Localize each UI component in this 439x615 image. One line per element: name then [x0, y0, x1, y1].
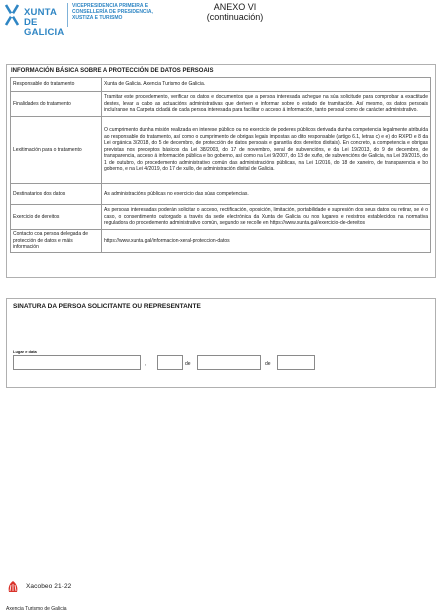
day-field[interactable]: [157, 355, 183, 370]
signature-title: SINATURA DA PERSOA SOLICITANTE OU REPRESENTANTE: [13, 303, 201, 310]
dept-line-2: CONSELLERÍA DE PRESIDENCIA,: [72, 9, 153, 15]
logo-line-2: DE GALICIA: [24, 17, 65, 38]
annex-heading: [180, 2, 290, 22]
table-row: [11, 78, 431, 92]
de-separator-2: de: [265, 361, 271, 367]
table-row: [11, 230, 431, 253]
xacobeo-shell-icon: [6, 580, 20, 594]
header-divider: [67, 3, 68, 27]
data-protection-title: INFORMACIÓN BÁSICA SOBRE A PROTECCIÓN DE DATOS PERSOAIS: [11, 68, 214, 74]
row-label: Exercicio de dereitos: [11, 205, 102, 230]
row-value: O cumprimento dunha misión realizada en interese público ou no exercicio de poderes públicos derivada dunha competencia legalmente atribuída ao responsable do tratamento, así como o cumprimento de obrigas legais impostas ao dito responsable (artigo 6.1, letras c) e e) do RXPD e 8 da Lei orgánica 3/2018, do 5 de decembro, de protección de datos persoais e garantía dos dereitos dixitais). En concreto, a competencia e obrigas previstas nos preceptos básicos da Lei 38/2003, do 17 de novembro, xeral de subvencións, e da Lei 19/2013, do 9 de decembro, de transparencia, acceso á información pública e bo goberno, así como na Lei 9/2007, do 13 de xuño, de subvencións de Galicia, na Lei 39/2015, do 1 de outubro, do procedemento administrativo común das administracións públicas, na Lei 1/2016, do 18 de xaneiro, de transparencia e bo goberno, e na Lei 4/2019, do 17 de xullo, de administración dixital de Galicia.: [102, 117, 431, 184]
row-label: Responsable do tratamento: [11, 78, 102, 92]
month-field[interactable]: [197, 355, 261, 370]
row-value-link[interactable]: https://www.xunta.gal/informacion-xeral-proteccion-datos: [102, 230, 431, 253]
place-field[interactable]: [13, 355, 141, 370]
logo-line-1: XUNTA: [24, 7, 58, 18]
row-label: Lexitimación para o tratamento: [11, 117, 102, 184]
dept-line-3: XUSTIZA E TURISMO: [72, 15, 123, 21]
signature-section: [6, 298, 436, 388]
annex-subtitle: (continuación): [206, 12, 264, 22]
row-label: Destinatarios dos datos: [11, 184, 102, 205]
table-row: [11, 92, 431, 117]
xunta-emblem-icon: [4, 3, 20, 27]
annex-title: ANEXO VI: [213, 2, 257, 12]
page-header: [0, 0, 439, 46]
department-name: [72, 3, 153, 21]
table-row: [11, 184, 431, 205]
year-field[interactable]: [277, 355, 315, 370]
table-row: [11, 205, 431, 230]
row-value: Xunta de Galicia. Axencia Turismo de Galicia.: [102, 78, 431, 92]
data-protection-table: [10, 77, 431, 253]
place-date-label: Lugar e data: [13, 349, 37, 354]
row-value: As administracións públicas no exercicio das súas competencias.: [102, 184, 431, 205]
de-separator-1: de: [185, 361, 191, 367]
data-protection-section: [6, 64, 436, 278]
comma-separator: ,: [145, 361, 147, 367]
row-label: Finalidades do tratamento: [11, 92, 102, 117]
table-row: [11, 117, 431, 184]
dept-line-1: VICEPRESIDENCIA PRIMEIRA E: [72, 3, 149, 9]
xacobeo-logo: [6, 580, 116, 594]
row-value: Tramitar este procedemento, verificar os datos e documentos que a persoa interesada achegue na súa solicitude para comprobar a exactitude destes, levar a cabo as actuacións administrativas que deriven e informar sobre o estado de tramitación. Así mesmo, os datos persoais incluíranse na Carpeta cidadá de cada persoa interesada para facilitar o acceso á información, tanto persoal como de carácter administrativo.: [102, 92, 431, 117]
row-value: As persoas interesadas poderán solicitar o acceso, rectificación, oposición, limitación, portabilidade e supresión dos seus datos ou retirar, se é o caso, o consentimento outorgado a través da sede electrónica da Xunta de Galicia ou nos lugares e rexistros establecidos na normativa reguladora do procedemento administrativo común, segundo se recolle en https://www.xunta.gal/exercicio-de-dereitos: [102, 205, 431, 230]
footer-agency: Axencia Turismo de Galicia: [6, 606, 67, 612]
row-label: Contacto coa persoa delegada de protección de datos e máis información: [11, 230, 102, 253]
xunta-logo: [4, 3, 66, 38]
xacobeo-text: Xacobeo 21·22: [26, 583, 72, 590]
